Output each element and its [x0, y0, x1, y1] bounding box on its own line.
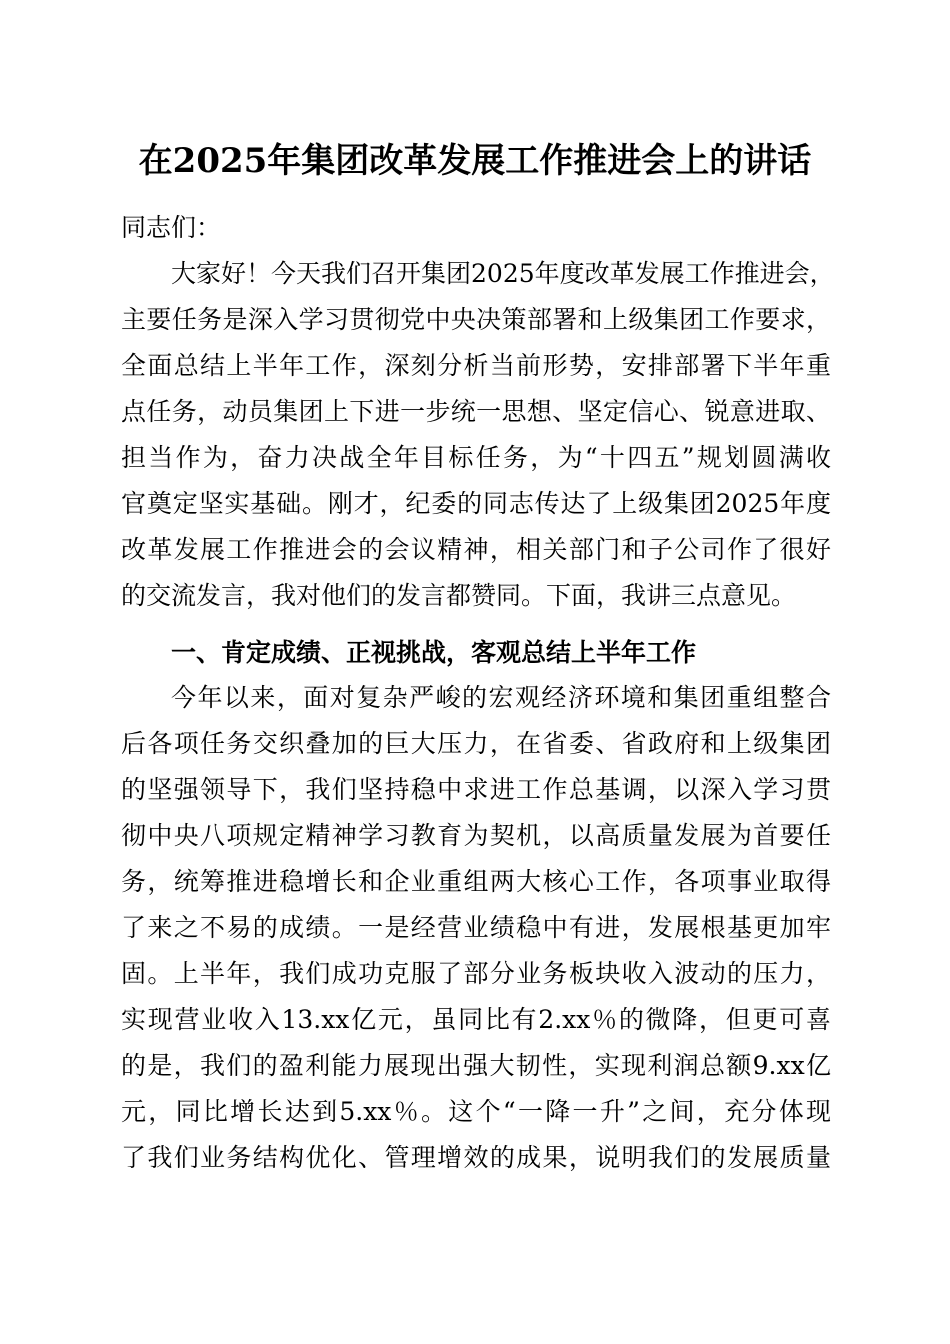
paragraph-line: 实现营业收入13.xx亿元，虽同比有2.xx％的微降，但更可喜 — [121, 1005, 831, 1034]
paragraph-line: 固。上半年，我们成功克服了部分业务板块收入波动的压力， — [121, 959, 831, 988]
paragraph-line: 元，同比增长达到5.xx％。这个“一降一升”之间，充分体现 — [121, 1097, 831, 1126]
paragraph-line: 的交流发言，我对他们的发言都赞同。下面，我讲三点意见。 — [121, 581, 797, 610]
paragraph-line: 全面总结上半年工作，深刻分析当前形势，安排部署下半年重 — [121, 351, 831, 380]
section-heading: 一、肯定成绩、正视挑战，客观总结上半年工作 — [171, 638, 697, 667]
paragraph-line: 点任务，动员集团上下进一步统一思想、坚定信心、锐意进取、 — [121, 397, 831, 426]
paragraph-line: 的坚强领导下，我们坚持稳中求进工作总基调，以深入学习贯 — [121, 775, 831, 804]
paragraph-line: 改革发展工作推进会的会议精神，相关部门和子公司作了很好 — [121, 535, 831, 564]
paragraph-line: 大家好！今天我们召开集团2025年度改革发展工作推进会， — [171, 259, 835, 288]
paragraph-line: 的是，我们的盈利能力展现出强大韧性，实现利润总额9.xx亿 — [121, 1051, 831, 1080]
document-title: 在2025年集团改革发展工作推进会上的讲话 — [138, 141, 812, 181]
paragraph-line: 了我们业务结构优化、管理增效的成果，说明我们的发展质量 — [121, 1143, 831, 1172]
paragraph-line: 后各项任务交织叠加的巨大压力，在省委、省政府和上级集团 — [121, 729, 831, 758]
paragraph-line: 官奠定坚实基础。刚才，纪委的同志传达了上级集团2025年度 — [121, 489, 831, 518]
paragraph-line: 务，统筹推进稳增长和企业重组两大核心工作，各项事业取得 — [121, 867, 831, 896]
paragraph-line: 担当作为，奋力决战全年目标任务，为“十四五”规划圆满收 — [121, 443, 831, 472]
paragraph-line: 主要任务是深入学习贯彻党中央决策部署和上级集团工作要求， — [121, 305, 831, 334]
salutation: 同志们： — [121, 213, 222, 242]
paragraph-line: 彻中央八项规定精神学习教育为契机，以高质量发展为首要任 — [121, 821, 831, 850]
paragraph-line: 今年以来，面对复杂严峻的宏观经济环境和集团重组整合 — [171, 683, 831, 712]
paragraph-line: 了来之不易的成绩。一是经营业绩稳中有进，发展根基更加牢 — [121, 913, 831, 942]
